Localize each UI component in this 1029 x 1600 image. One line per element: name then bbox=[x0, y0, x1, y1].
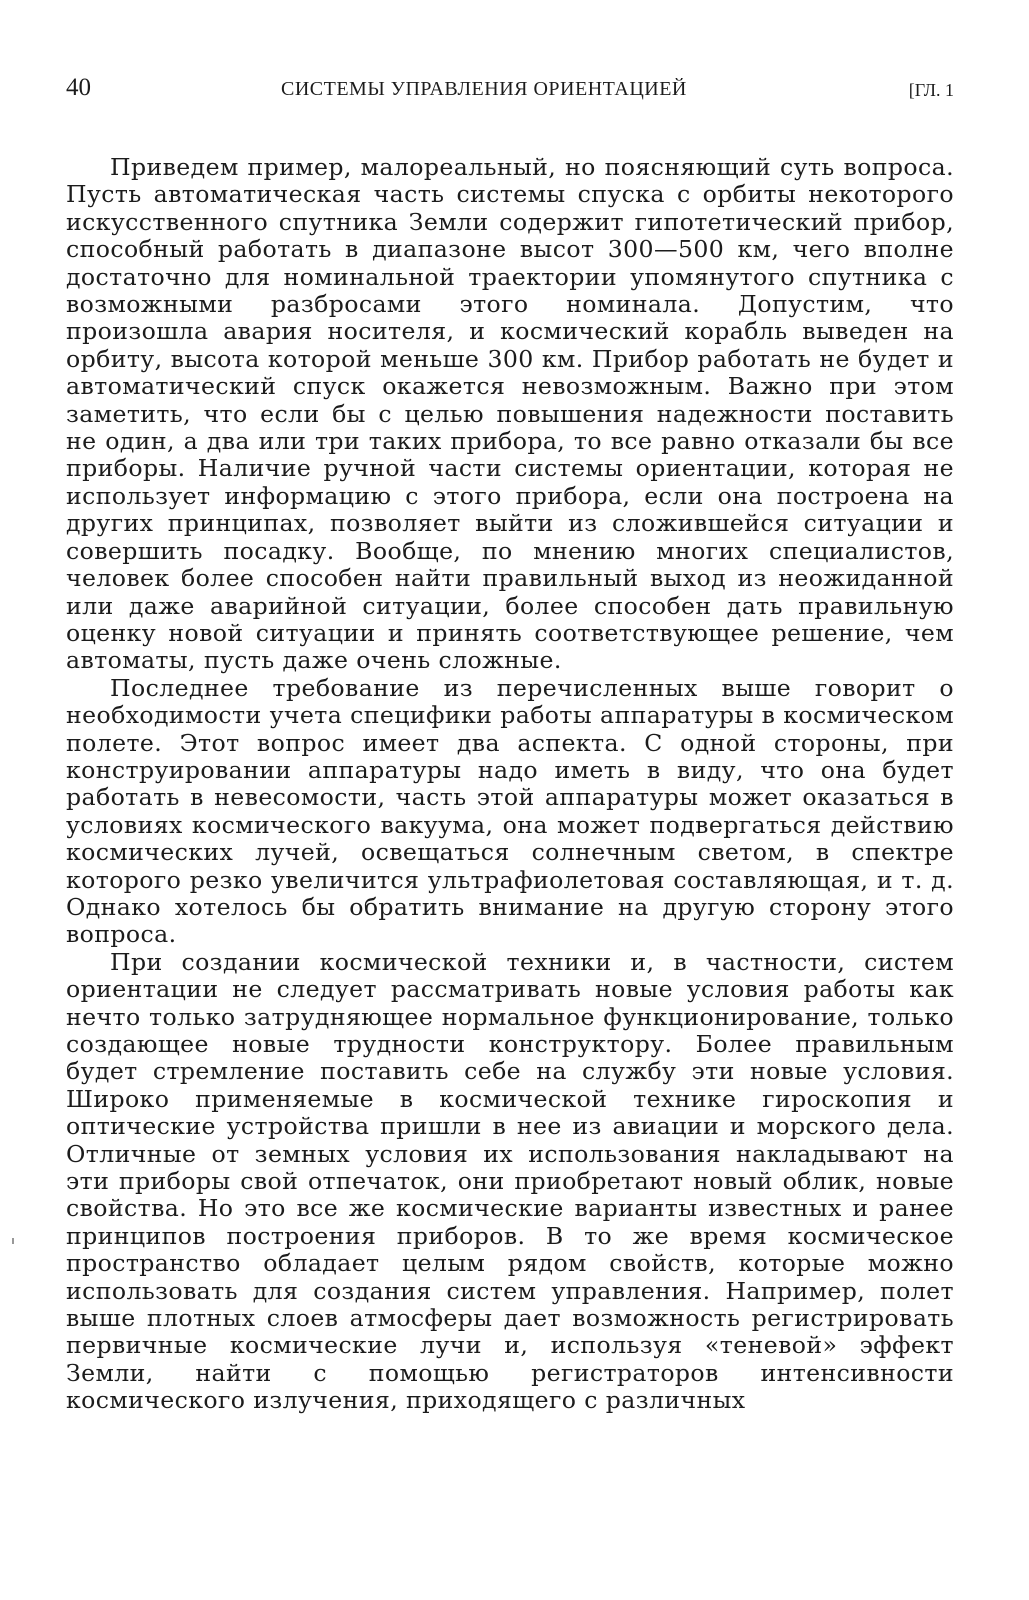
paragraph-3: При создании космической техники и, в частности, систем ориентации не следует рассматривать новые условия работы как нечто только затрудняющее нормальное функционирование, только создающее новые трудности конструктору. Более правильным будет стремление поставить себе на службу эти новые условия. Широко применяемые в космической технике гироскопия и оптические устройства пришли в нее из авиации и морского дела. Отличные от земных условия их использования накладывают на эти приборы свой отпечаток, они приобретают новый облик, новые свойства. Но это все же космические варианты известных и ранее принципов построения приборов. В то же время космическое пространство обладает целым рядом свойств, которые можно использовать для создания систем управления. Например, полет выше плотных слоев атмосферы дает возможность регистрировать первичные космические лучи и, используя «теневой» эффект Земли, найти с помощью регистраторов интенсивности космического излучения, приходящего с различных bbox=[66, 947, 954, 1415]
paragraph-2: Последнее требование из перечисленных выше говорит о необходимости учета специфики работы аппаратуры в космическом полете. Этот вопрос имеет два аспекта. С одной стороны, при конструировании аппаратуры надо иметь в виду, что она будет работать в невесомости, часть этой аппаратуры может оказаться в условиях космического вакуума, она может подвергаться действию космических лучей, освещаться солнечным светом, в спектре которого резко увеличится ультрафиолетовая составляющая, и т. д. Однако хотелось бы обратить внимание на другую сторону этого вопроса. bbox=[66, 673, 954, 949]
running-header bbox=[66, 74, 954, 110]
paragraph-1: Приведем пример, малореальный, но поясняющий суть вопроса. Пусть автоматическая часть системы спуска с орбиты некоторого искусственного спутника Земли содержит гипотетический прибор, способный работать в диапазоне высот 300—500 км, чего вполне достаточно для номинальной траектории упомянутого спутника с возможными разбросами этого номинала. Допустим, что произошла авария носителя, и космический корабль выведен на орбиту, высота которой меньше 300 км. Прибор работать не будет и автоматический спуск окажется невозможным. Важно при этом заметить, что если бы с целью повышения надежности поставить не один, а два или три таких прибора, то все равно отказали бы все приборы. Наличие ручной части системы ориентации, которая не использует информацию с этого прибора, если она построена на других принципах, позволяет выйти из сложившейся ситуации и совершить посадку. Вообще, по мнению многих специалистов, человек более способен найти правильный выход из неожиданной или даже аварийной ситуации, более способен дать правильную оценку новой ситуации и принять соответствующее решение, чем автоматы, пусть даже очень сложные. bbox=[66, 153, 954, 675]
book-page bbox=[66, 74, 954, 1415]
page-number: 40 bbox=[66, 74, 91, 101]
margin-mark bbox=[12, 1238, 14, 1244]
chapter-reference: [ГЛ. 1 bbox=[908, 80, 954, 100]
chapter-title: СИСТЕМЫ УПРАВЛЕНИЯ ОРИЕНТАЦИЕЙ bbox=[281, 78, 687, 100]
body-text bbox=[66, 154, 954, 1415]
